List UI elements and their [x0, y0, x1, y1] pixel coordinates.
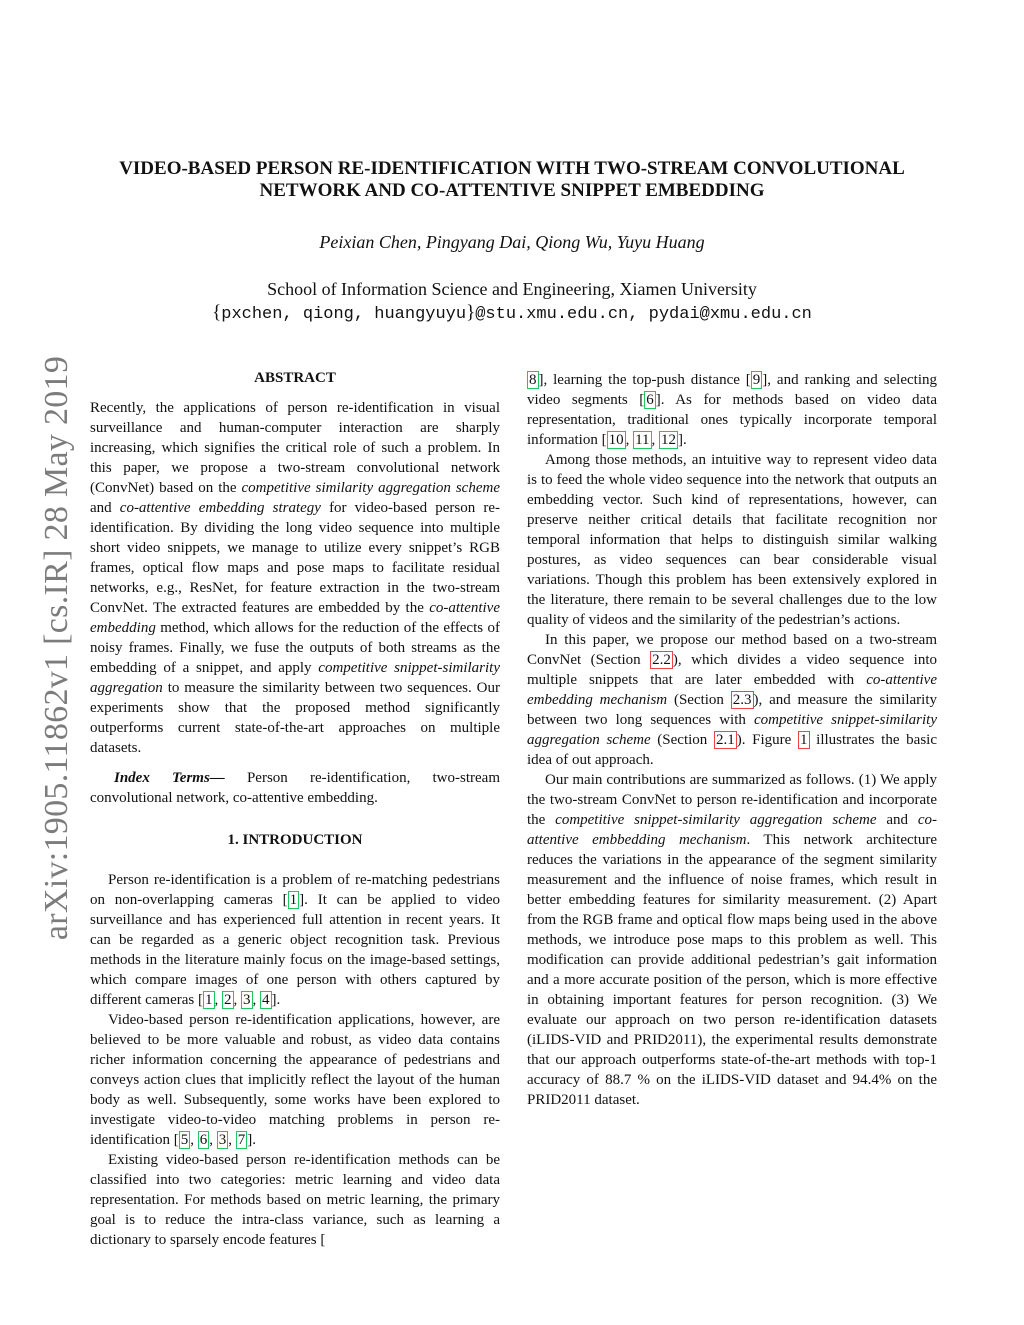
text-run: (Section: [667, 692, 731, 708]
citation-link[interactable]: 3: [243, 992, 251, 1008]
abstract-text: [90, 398, 500, 758]
emphasis: competitive snippet-similarity aggregation scheme: [527, 712, 937, 748]
email-names: pxchen, qiong, huangyuyu: [221, 305, 467, 324]
citation-link[interactable]: 1: [289, 892, 298, 908]
text-run: ].: [678, 432, 687, 448]
citation-link[interactable]: 8: [529, 372, 537, 388]
abstract-text-part: and: [90, 500, 120, 516]
text-run: ].: [271, 992, 281, 1008]
left-column: [90, 368, 500, 1250]
abstract-text-part: to measure the similarity between two sequences. Our experiments show that the proposed method significantly outperforms current state-of-the-art approaches on multiple datasets.: [90, 680, 500, 756]
section-link[interactable]: 2.2: [652, 652, 671, 668]
text-run: ), which divides a video sequence into multiple snippets that are later embedded with: [527, 652, 937, 688]
text-run: (Section: [650, 732, 714, 748]
section-link[interactable]: 2.3: [732, 692, 752, 708]
index-terms-text: Person re-identification, two-stream convolutional network, co-attentive embedding.: [90, 770, 500, 806]
citation-link[interactable]: 12: [661, 432, 677, 448]
author-list: Peixian Chen, Pingyang Dai, Qiong Wu, Yuyu Huang: [319, 232, 705, 252]
right-column: [527, 370, 937, 1110]
title-line-2: NETWORK AND CO-ATTENTIVE SNIPPET EMBEDDING: [259, 180, 765, 201]
email-domains: @stu.xmu.edu.cn, pydai@xmu.edu.cn: [475, 305, 812, 324]
abstract-heading: ABSTRACT: [254, 370, 336, 386]
text-run: ). Figure: [736, 732, 798, 748]
arxiv-identifier: arXiv:1905.11862v1 [cs.IR] 28 May 2019: [38, 355, 75, 941]
text-run: ), and measure the similarity between two long sequences with: [527, 692, 937, 728]
text-run: In this paper, we propose our method based on a two-stream ConvNet (Section: [527, 632, 937, 668]
author-emails: [80, 302, 944, 324]
email-brace-open: {: [212, 302, 222, 323]
affiliation: School of Information Science and Engineering, Xiamen University: [267, 279, 757, 299]
citation-link[interactable]: 1: [205, 992, 213, 1008]
abstract-emphasis: competitive similarity aggregation scheme: [241, 480, 500, 496]
emphasis: co-attentive embbedding mechanism: [527, 812, 937, 848]
section-link[interactable]: 2.1: [715, 732, 735, 748]
text-run: Existing video-based person re-identification methods can be classified into two categories: metric learning and video data representation. For methods based on metric learning, the primary goal is to reduce the intra-class variance, such as learning a dictionary to sparsely encode features [: [90, 1152, 500, 1248]
citation-link[interactable]: 4: [262, 992, 270, 1008]
citation-link[interactable]: 2: [224, 992, 232, 1008]
intro-paragraph-3-start: [90, 1150, 500, 1250]
intro-paragraph-4: Among those methods, an intuitive way to represent video data is to feed the whole video sequence into the network that outputs an embedding vector. Such kind of representations, however, can preserve neither critical details that facilitate recognition nor temporal information that helps to distinguish similar walking postures, as video sequences can bear considerable visual variations. Though this problem has been extensively explored in the literature, there remain to be several challenges due to the low quality of videos and the similarity of the pedestrian’s actions.: [527, 452, 937, 628]
citation-link[interactable]: 10: [608, 432, 624, 448]
text-run: ]. It can be applied to video surveillance and has experienced full attention in recent years. It can be regarded as a generic object recognition task. Previous methods in the literature mainly focus on the image-based settings, which compare images of one person with others captured by different cameras [: [90, 892, 500, 1008]
intro-paragraph-1: Person re-identification is a problem of re-matching pedestrians on non-overlapping cameras [ 1 ]. It can be applied to video surveillance and has experienced full attention in recent years. It can be regarded as a generic object recognition task. Previous methods in the literature mainly focus on the image-based settings, which compare images of one person with others captured by different cameras [ 1 , 2 , 3 , 4 ].: [90, 872, 500, 1008]
index-terms-label: Index Terms—: [114, 770, 225, 786]
index-terms: [90, 768, 500, 808]
email-brace-close: }: [466, 302, 476, 323]
title-line-1: VIDEO-BASED PERSON RE-IDENTIFICATION WITH TWO-STREAM CONVOLUTIONAL: [119, 158, 905, 179]
abstract-emphasis: co-attentive embedding: [90, 600, 500, 636]
text-run: Video-based person re-identification applications, however, are believed to be more valuable and robust, as video data contains richer information concerning the appearance of pedestrians and conveys action clues that implicitly reflect the layout of the human body as well. Subsequently, some works have been explored to investigate video-to-video matching problems in person re-identification [: [90, 1012, 500, 1148]
text-run: and: [876, 812, 918, 828]
intro-paragraph-2: Video-based person re-identification applications, however, are believed to be more valuable and robust, as video data contains richer information concerning the appearance of pedestrians and conveys action clues that implicitly reflect the layout of the human body as well. Subsequently, some works have been explored to investigate video-to-video matching problems in person re-identification [ 5 , 6 , 3 , 7 ].: [90, 1012, 500, 1148]
paper-title: [80, 158, 944, 202]
text-run: . This network architecture reduces the variations in the appearance of the segment similarity measurement and the influence of noise frames, which result in better embedding features for similarity measurement. (2) Apart from the RGB frame and optical flow maps being used in the above methods, we introduce pose maps to this problem as well. This modification can provide additional pedestrian’s gait information and a more accurate position of the person, which is more effective in obtaining important features for person recognition. (3) We evaluate our approach on two person re-identification datasets (iLIDS-VID and PRID2011), the experimental results demonstrate that our approach outperforms state-of-the-art methods with top-1 accuracy of 88.7 % on the iLIDS-VID dataset and 94.4% on the PRID2011 dataset.: [527, 832, 937, 1108]
emphasis: co-attentive embedding mechanism: [527, 672, 937, 708]
intro-paragraph-6: [527, 770, 937, 1110]
abstract-emphasis: competitive snippet-similarity aggregation: [90, 660, 500, 696]
abstract-text-part: Recently, the applications of person re-identification in visual surveillance and human-computer interaction are sharply increasing, which signifies the critical role of such a problem. In this paper, we propose a two-stream convolutional network (ConvNet) based on the: [90, 400, 500, 496]
emphasis: competitive snippet-similarity aggregation scheme: [555, 812, 877, 828]
citation-link[interactable]: 5: [180, 1132, 189, 1148]
citation-link[interactable]: 9: [752, 372, 761, 388]
citation-link[interactable]: 7: [237, 1132, 246, 1148]
text-run: illustrates the basic idea of out approach.: [527, 732, 938, 768]
citation-link[interactable]: 3: [218, 1132, 227, 1148]
intro-paragraph-5: [527, 630, 937, 770]
abstract-text-part: method, which allows for the reduction of the effects of noisy frames. Finally, we fuse the outputs of both streams as the embedding of a snippet, and apply: [90, 620, 500, 676]
introduction-heading: 1. INTRODUCTION: [227, 832, 363, 848]
text-run: Our main contributions are summarized as follows. (1) We apply the two-stream ConvNet to person re-identification and incorporate the: [527, 772, 937, 828]
text-run: Person re-identification is a problem of re-matching pedestrians on non-overlapping cameras [: [90, 872, 500, 908]
figure-link[interactable]: 1: [800, 732, 808, 748]
abstract-emphasis: co-attentive embedding strategy: [119, 500, 321, 516]
citation-link[interactable]: 6: [646, 392, 654, 408]
abstract-text-part: for video-based person re-identification. By dividing the long video sequence into multiple short video snippets, we manage to utilize every snippet’s RGB frames, optical flow maps and pose maps to facilitate residual networks, e.g., ResNet, for feature extraction in the two-stream ConvNet. The extracted features are embedded by the: [90, 500, 501, 616]
citation-link[interactable]: 6: [199, 1132, 208, 1148]
text-run: ]. As for methods based on video data representation, traditional ones typically incorporate temporal information [: [527, 392, 937, 448]
citation-link[interactable]: 11: [635, 432, 650, 448]
intro-paragraph-3-cont: 8 ], learning the top-push distance [ 9 ], and ranking and selecting video segments [ 6 ]. As for methods based on video data representation, traditional ones typically incorporate temporal information [ 10 , 11 , 12 ].: [527, 372, 938, 448]
text-run: ], and ranking and selecting video segments [: [527, 372, 938, 408]
text-run: ], learning the top-push distance [: [538, 372, 751, 388]
text-run: ].: [247, 1132, 256, 1148]
